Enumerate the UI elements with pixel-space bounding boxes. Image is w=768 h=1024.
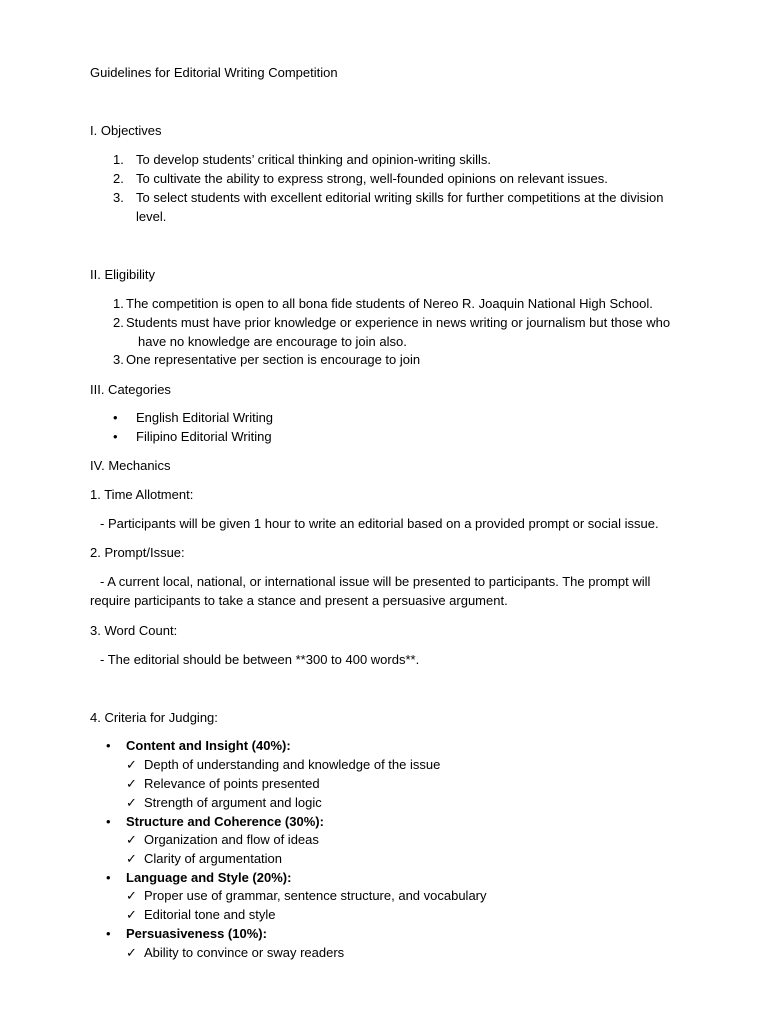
- category-item: Filipino Editorial Writing: [136, 429, 272, 444]
- bullet-icon: •: [106, 738, 111, 753]
- objective-item: To cultivate the ability to express strong, well-founded opinions on relevant issues.: [136, 171, 608, 186]
- eligibility-heading: II. Eligibility: [90, 267, 156, 282]
- criteria-heading: 4. Criteria for Judging:: [90, 710, 218, 725]
- time-allotment-heading: 1. Time Allotment:: [90, 487, 194, 502]
- objective-item: To develop students’ critical thinking and opinion-writing skills.: [136, 152, 492, 167]
- objectives-heading: I. Objectives: [90, 123, 162, 138]
- criterion-subitem: Organization and flow of ideas: [144, 832, 319, 847]
- mechanics-heading: IV. Mechanics: [90, 458, 171, 473]
- category-item: English Editorial Writing: [136, 410, 274, 425]
- document-title: Guidelines for Editorial Writing Competition: [90, 65, 338, 80]
- categories-heading: III. Categories: [90, 382, 171, 397]
- eligibility-item: The competition is open to all bona fide students of Nereo R. Joaquin National High School.: [126, 296, 653, 311]
- eligibility-item-text: Students must have prior knowledge or experience in news writing or journalism but those who have no knowledge are encourage to join also.: [126, 315, 671, 349]
- eligibility-number: 1.: [113, 296, 124, 311]
- bullet-icon: •: [106, 926, 111, 941]
- bullet-icon: •: [106, 814, 111, 829]
- checkmark-icon: ✓: [126, 757, 137, 772]
- criterion-subitem: Relevance of points presented: [144, 776, 320, 791]
- criterion-subitem: Editorial tone and style: [144, 907, 276, 922]
- checkmark-icon: ✓: [126, 888, 137, 903]
- prompt-heading: 2. Prompt/Issue:: [90, 545, 185, 560]
- bullet-icon: •: [106, 870, 111, 885]
- time-allotment-text: - Participants will be given 1 hour to write an editorial based on a provided prompt or social issue.: [100, 516, 659, 531]
- criterion-subitem: Proper use of grammar, sentence structure, and vocabulary: [144, 888, 487, 903]
- prompt-text: - A current local, national, or international issue will be presented to participants. The prompt will require participants to take a stance and present a persuasive argument.: [90, 574, 651, 608]
- word-count-heading: 3. Word Count:: [90, 623, 178, 638]
- checkmark-icon: ✓: [126, 832, 137, 847]
- objective-number: 2.: [113, 171, 124, 186]
- objective-number: 1.: [113, 152, 124, 167]
- eligibility-item: [126, 313, 671, 351]
- objective-number: 3.: [113, 190, 124, 205]
- checkmark-icon: ✓: [126, 776, 137, 791]
- criterion-label: Content and Insight (40%):: [126, 738, 291, 753]
- criterion-label: Structure and Coherence (30%):: [126, 814, 324, 829]
- criterion-subitem: Clarity of argumentation: [144, 851, 283, 866]
- checkmark-icon: ✓: [126, 795, 137, 810]
- eligibility-number: 3.: [113, 352, 124, 367]
- objective-item: To select students with excellent editorial writing skills for further competitions at the division level.: [136, 190, 664, 224]
- bullet-icon: •: [113, 429, 118, 444]
- criterion-subitem: Depth of understanding and knowledge of the issue: [144, 757, 441, 772]
- criterion-label: Persuasiveness (10%):: [126, 926, 267, 941]
- checkmark-icon: ✓: [126, 945, 137, 960]
- bullet-icon: •: [113, 410, 118, 425]
- eligibility-number: 2.: [113, 315, 124, 330]
- eligibility-item: One representative per section is encourage to join: [126, 352, 421, 367]
- criterion-label: Language and Style (20%):: [126, 870, 292, 885]
- criterion-subitem: Ability to convince or sway readers: [144, 945, 345, 960]
- checkmark-icon: ✓: [126, 907, 137, 922]
- checkmark-icon: ✓: [126, 851, 137, 866]
- criterion-subitem: Strength of argument and logic: [144, 795, 322, 810]
- word-count-text: - The editorial should be between **300 to 400 words**.: [100, 652, 420, 667]
